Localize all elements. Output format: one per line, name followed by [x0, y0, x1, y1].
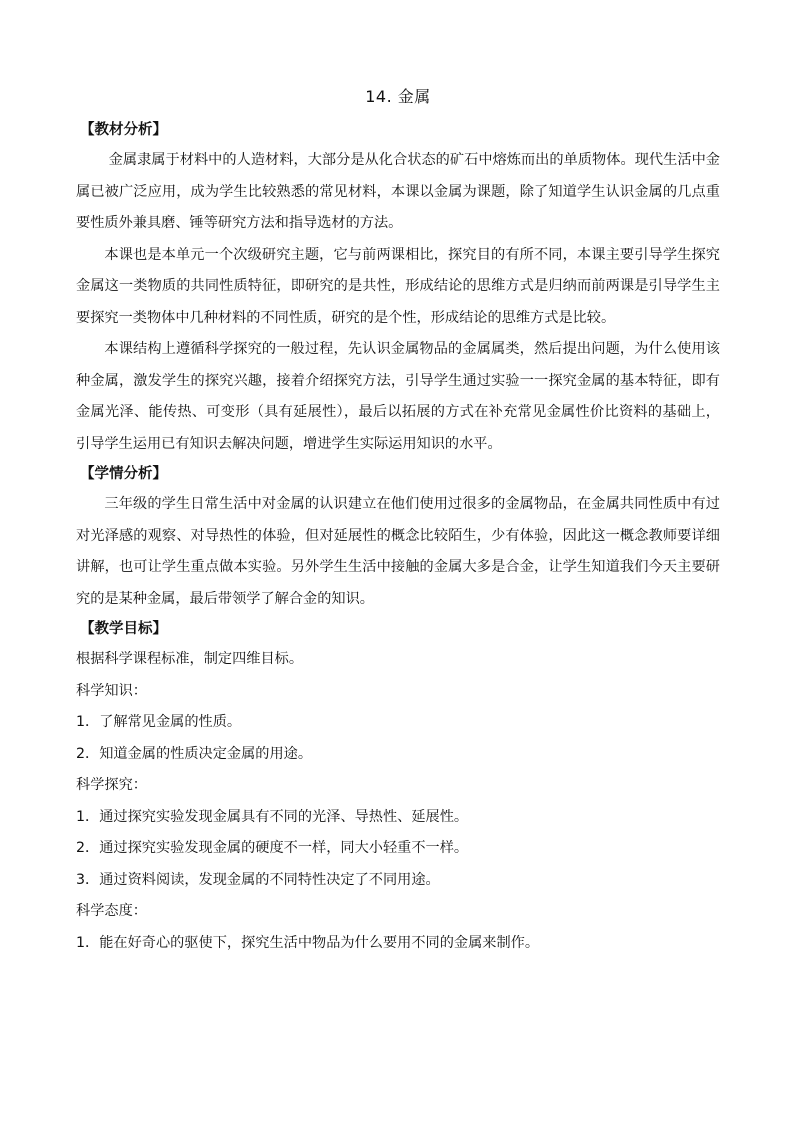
- list-item: 1．了解常见金属的性质。: [76, 714, 242, 730]
- goal-group-label-attitude: 科学态度：: [76, 903, 147, 919]
- goal-group-label-inquiry: 科学探究：: [76, 777, 147, 793]
- list-item: 1．能在好奇心的驱使下，探究生活中物品为什么要用不同的金属来制作。: [76, 934, 540, 951]
- list-item: 2．通过探究实验发现金属的硬度不一样，同大小轻重不一样。: [76, 840, 469, 856]
- section-heading-teaching-goals: 【教学目标】: [80, 621, 167, 637]
- goals-intro: 根据科学课程标准，制定四维目标。: [76, 651, 304, 667]
- section-heading-student-analysis: 【学情分析】: [80, 466, 167, 482]
- paragraph: 本课结构上遵循科学探究的一般过程，先认识金属物品的金属属类，然后提出问题，为什么使用该种金属，激发学生的探究兴趣，接着介绍探究方法，引导学生通过实验一一探究金属的基本特征，即有金属光泽、能传热、可变形（具有延展性），最后以拓展的方式在补充常见金属性价比资料的基础上，引导学生运用已有知识去解决问题，增进学生实际运用知识的水平。: [76, 341, 720, 452]
- paragraph: 金属隶属于材料中的人造材料，大部分是从化合状态的矿石中熔炼而出的单质物体。现代生活中金属已被广泛应用，成为学生比较熟悉的常见材料，本课以金属为课题，除了知道学生认识金属的几点重要性质外兼具磨、锤等研究方法和指导选材的方法。: [76, 152, 720, 231]
- list-item: 2．知道金属的性质决定金属的用途。: [76, 745, 313, 762]
- list-item: 1．通过探究实验发现金属具有不同的光泽、导热性、延展性。: [76, 808, 469, 825]
- section-heading-material-analysis: 【教材分析】: [80, 122, 167, 138]
- paragraph: 本课也是本单元一个次级研究主题，它与前两课相比，探究目的有所不同，本课主要引导学生探究金属这一类物质的共同性质特征，即研究的是共性，形成结论的思维方式是归纳而前两课是引导学生主要探究一类物体中几种材料的不同性质，研究的是个性，形成结论的思维方式是比较。: [76, 246, 720, 326]
- paragraph: 三年级的学生日常生活中对金属的认识建立在他们使用过很多的金属物品，在金属共同性质中有过对光泽感的观察、对导热性的体验，但对延展性的概念比较陌生，少有体验，因此这一概念教师要详细讲解，也可让学生重点做本实验。另外学生生活中接触的金属大多是合金，让学生知道我们今天主要研究的是某种金属，最后带领学了解合金的知识。: [76, 496, 720, 607]
- list-item: 3．通过资料阅读，发现金属的不同特性决定了不同用途。: [76, 871, 440, 888]
- document-title: 14. 金属: [365, 87, 431, 106]
- document-page: [76, 82, 720, 959]
- goal-group-label-knowledge: 科学知识：: [76, 682, 147, 699]
